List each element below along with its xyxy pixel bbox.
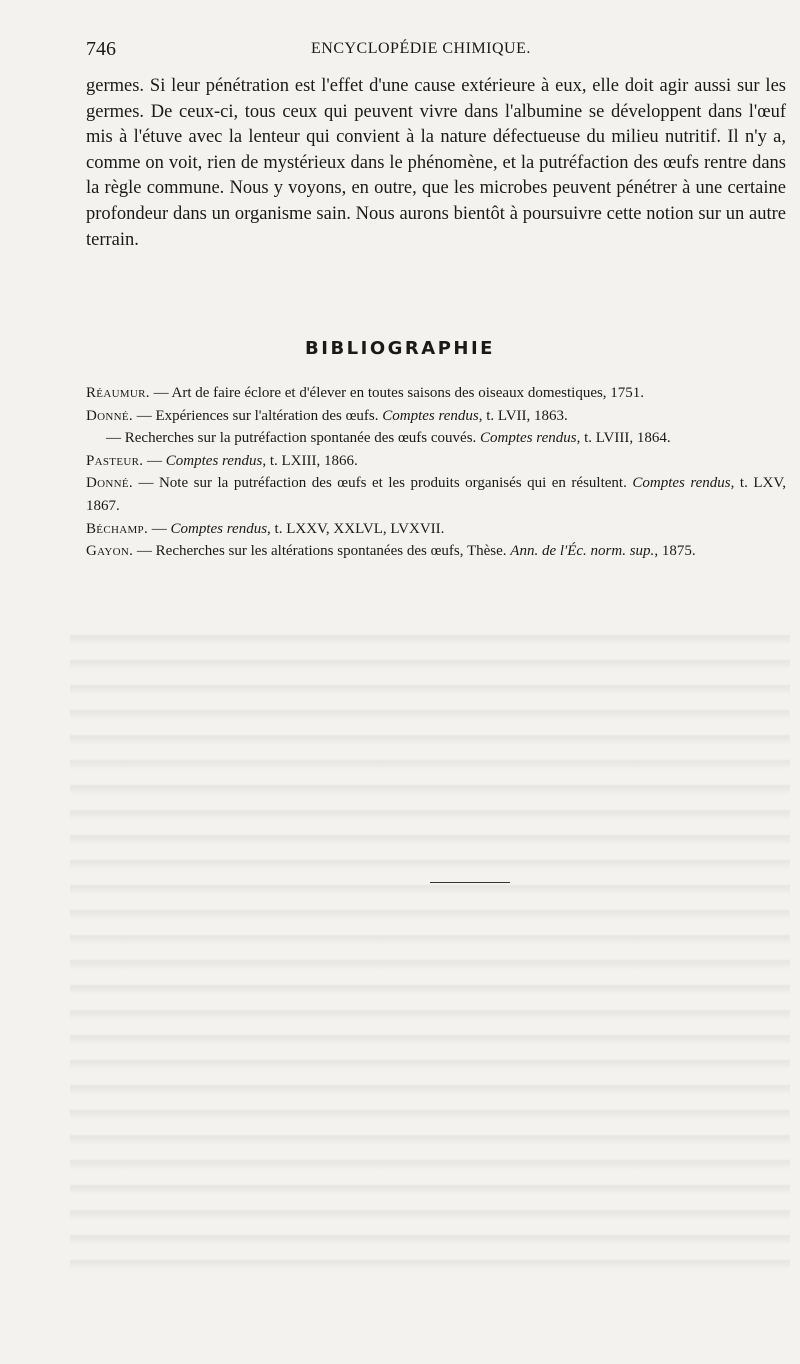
- entry-journal: Comptes rendus: [170, 520, 268, 537]
- entry-text: Recherches sur la putréfaction spontanée des œufs couvés.: [121, 430, 481, 447]
- entry-reference: , t. LXV, 1867.: [86, 475, 786, 514]
- entry-text: — Art de faire éclore et d'élever en toutes saisons des oiseaux domestiques, 1751.: [149, 385, 645, 401]
- body-paragraph-block: [86, 74, 786, 253]
- body-paragraph: germes. Si leur pénétration est l'effet d'une cause extérieure à eux, elle doit agir aussi sur les germes. De ceux-ci, tous ceux qui peuvent vivre dans l'albumine se développent dans l'œuf mis à l'étuve avec la lenteur qui convient à la nature défectueuse du milieu nutritif. Il n'y a, comme on voit, rien de mystérieux dans le phénomène, et la putréfaction des œufs rentre dans la règle commune. Nous y voyons, en outre, que les microbes peuvent pénétrer à une certaine profondeur dans un organisme sain. Nous aurons bientôt à poursuivre cette notion sur un autre terrain.: [86, 76, 786, 250]
- bibliography-entry: [86, 472, 786, 517]
- bibliography-entry: [86, 518, 786, 541]
- running-head: ENCYCLOPÉDIE CHIMIQUE.: [311, 40, 531, 57]
- bibliography-entry: [86, 450, 786, 473]
- page-header: [86, 38, 786, 62]
- bibliography-entry: [86, 540, 786, 563]
- bleed-through-rule: [430, 882, 510, 883]
- entry-author: Gayon.: [86, 543, 134, 560]
- entry-text: —: [143, 452, 166, 469]
- bibliography-entry: [86, 382, 786, 405]
- bibliography-entry: [86, 427, 786, 450]
- entry-text: — Expériences sur l'altération des œufs.: [132, 407, 383, 424]
- entry-author: Réaumur.: [86, 385, 150, 401]
- entry-text: — Note sur la putréfaction des œufs et les produits organisés qui en résultent.: [132, 475, 633, 492]
- entry-reference: , t. LXIII, 1866.: [262, 452, 358, 469]
- entry-reference: , t. LVII, 1863.: [478, 407, 568, 424]
- entry-reference: , t. LVIII, 1864.: [576, 430, 671, 447]
- entry-author: —: [106, 430, 121, 447]
- bibliography-list: [86, 382, 786, 563]
- bibliography-title: BIBLIOGRAPHIE: [305, 338, 495, 359]
- page-number: 746: [86, 38, 116, 60]
- entry-text: —: [148, 520, 171, 537]
- entry-reference: , 1875.: [654, 543, 696, 560]
- entry-journal: Comptes rendus: [382, 407, 479, 424]
- entry-author: Donné.: [86, 407, 133, 424]
- bibliography-entry: [86, 405, 786, 428]
- entry-text: — Recherches sur les altérations spontanées des œufs, Thèse.: [133, 543, 511, 560]
- entry-journal: Comptes rendus: [165, 452, 263, 469]
- bleed-through-texture: [70, 620, 790, 1280]
- entry-journal: Comptes rendus: [480, 430, 577, 447]
- entry-reference: , t. LXXV, XXLVL, LVXVII.: [267, 520, 445, 537]
- entry-author: Pasteur.: [86, 452, 144, 469]
- entry-author: Béchamp.: [86, 520, 148, 537]
- entry-author: Donné.: [86, 475, 133, 492]
- entry-journal: Comptes rendus: [632, 475, 731, 492]
- entry-journal: Ann. de l'Éc. norm. sup.: [510, 543, 655, 560]
